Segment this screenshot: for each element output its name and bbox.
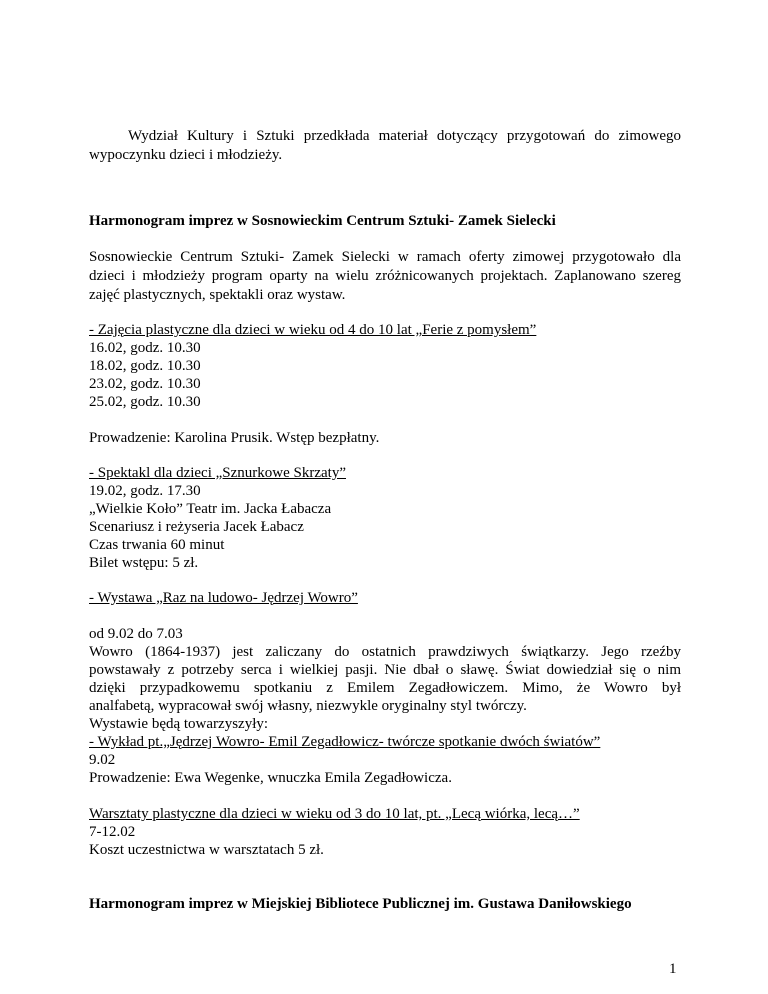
event3-desc-line: powstawały z potrzeby serca i wielkiej pasji. Nie dbał o sławę. Świat dowiedział się o nim [89, 662, 681, 678]
intro-line-2: wypoczynku dzieci i młodzieży. [89, 147, 283, 163]
event1-date: 18.02, godz. 10.30 [89, 358, 201, 374]
event4-title: Warsztaty plastyczne dla dzieci w wieku od 3 do 10 lat, pt. „Lecą wiórka, lecą…” [89, 806, 580, 822]
event1-note: Prowadzenie: Karolina Prusik. Wstęp bezpłatny. [89, 430, 380, 446]
event3-dates: od 9.02 do 7.03 [89, 626, 183, 642]
event1-title: - Zajęcia plastyczne dla dzieci w wieku od 4 do 10 lat „Ferie z pomysłem” [89, 322, 537, 338]
event3-desc-line: Wystawie będą towarzyszyły: [89, 716, 269, 732]
event4-cost: Koszt uczestnictwa w warsztatach 5 zł. [89, 842, 324, 858]
event1-date: 25.02, godz. 10.30 [89, 394, 201, 410]
event3-title: - Wystawa „Raz na ludowo- Jędrzej Wowro” [89, 590, 358, 606]
page-number: 1 [669, 961, 677, 977]
section1-desc-line: Sosnowieckie Centrum Sztuki- Zamek Sielecki w ramach oferty zimowej przygotowało dla [89, 249, 681, 265]
event1-date: 23.02, godz. 10.30 [89, 376, 201, 392]
intro-line-1: Wydział Kultury i Sztuki przedkłada materiał dotyczący przygotowań do zimowego [128, 128, 681, 144]
event3-desc-line: dzięki przypadkowemu spotkaniu z Emilem Zegadłowiczem. Mimo, że Wowro był [89, 680, 681, 696]
event2-line: Bilet wstępu: 5 zł. [89, 555, 199, 571]
event2-line: 19.02, godz. 17.30 [89, 483, 201, 499]
lecture-note: Prowadzenie: Ewa Wegenke, wnuczka Emila Zegadłowicza. [89, 770, 452, 786]
section1-heading: Harmonogram imprez w Sosnowieckim Centrum Sztuki- Zamek Sielecki [89, 213, 556, 229]
section1-desc-line: dzieci i młodzieży program oparty na wielu zróżnicowanych projektach. Zaplanowano szereg [89, 268, 681, 284]
lecture-date: 9.02 [89, 752, 116, 768]
lecture-title: - Wykład pt.„Jędrzej Wowro- Emil Zegadłowicz- twórcze spotkanie dwóch światów” [89, 734, 601, 750]
event2-line: Czas trwania 60 minut [89, 537, 225, 553]
event2-line: Scenariusz i reżyseria Jacek Łabacz [89, 519, 304, 535]
event3-desc-line: analfabetą, wypracował swój własny, niezwykle oryginalny styl twórczy. [89, 698, 527, 714]
section2-heading: Harmonogram imprez w Miejskiej Bibliotece Publicznej im. Gustawa Daniłowskiego [89, 896, 632, 912]
event3-desc-line: Wowro (1864-1937) jest zaliczany do ostatnich prawdziwych świątkarzy. Jego rzeźby [89, 644, 681, 660]
event2-title: - Spektakl dla dzieci „Sznurkowe Skrzaty” [89, 465, 346, 481]
section1-desc-line: zajęć plastycznych, spektakli oraz wystaw. [89, 287, 346, 303]
event2-line: „Wielkie Koło” Teatr im. Jacka Łabacza [89, 501, 332, 517]
event1-date: 16.02, godz. 10.30 [89, 340, 201, 356]
event4-dates: 7-12.02 [89, 824, 136, 840]
